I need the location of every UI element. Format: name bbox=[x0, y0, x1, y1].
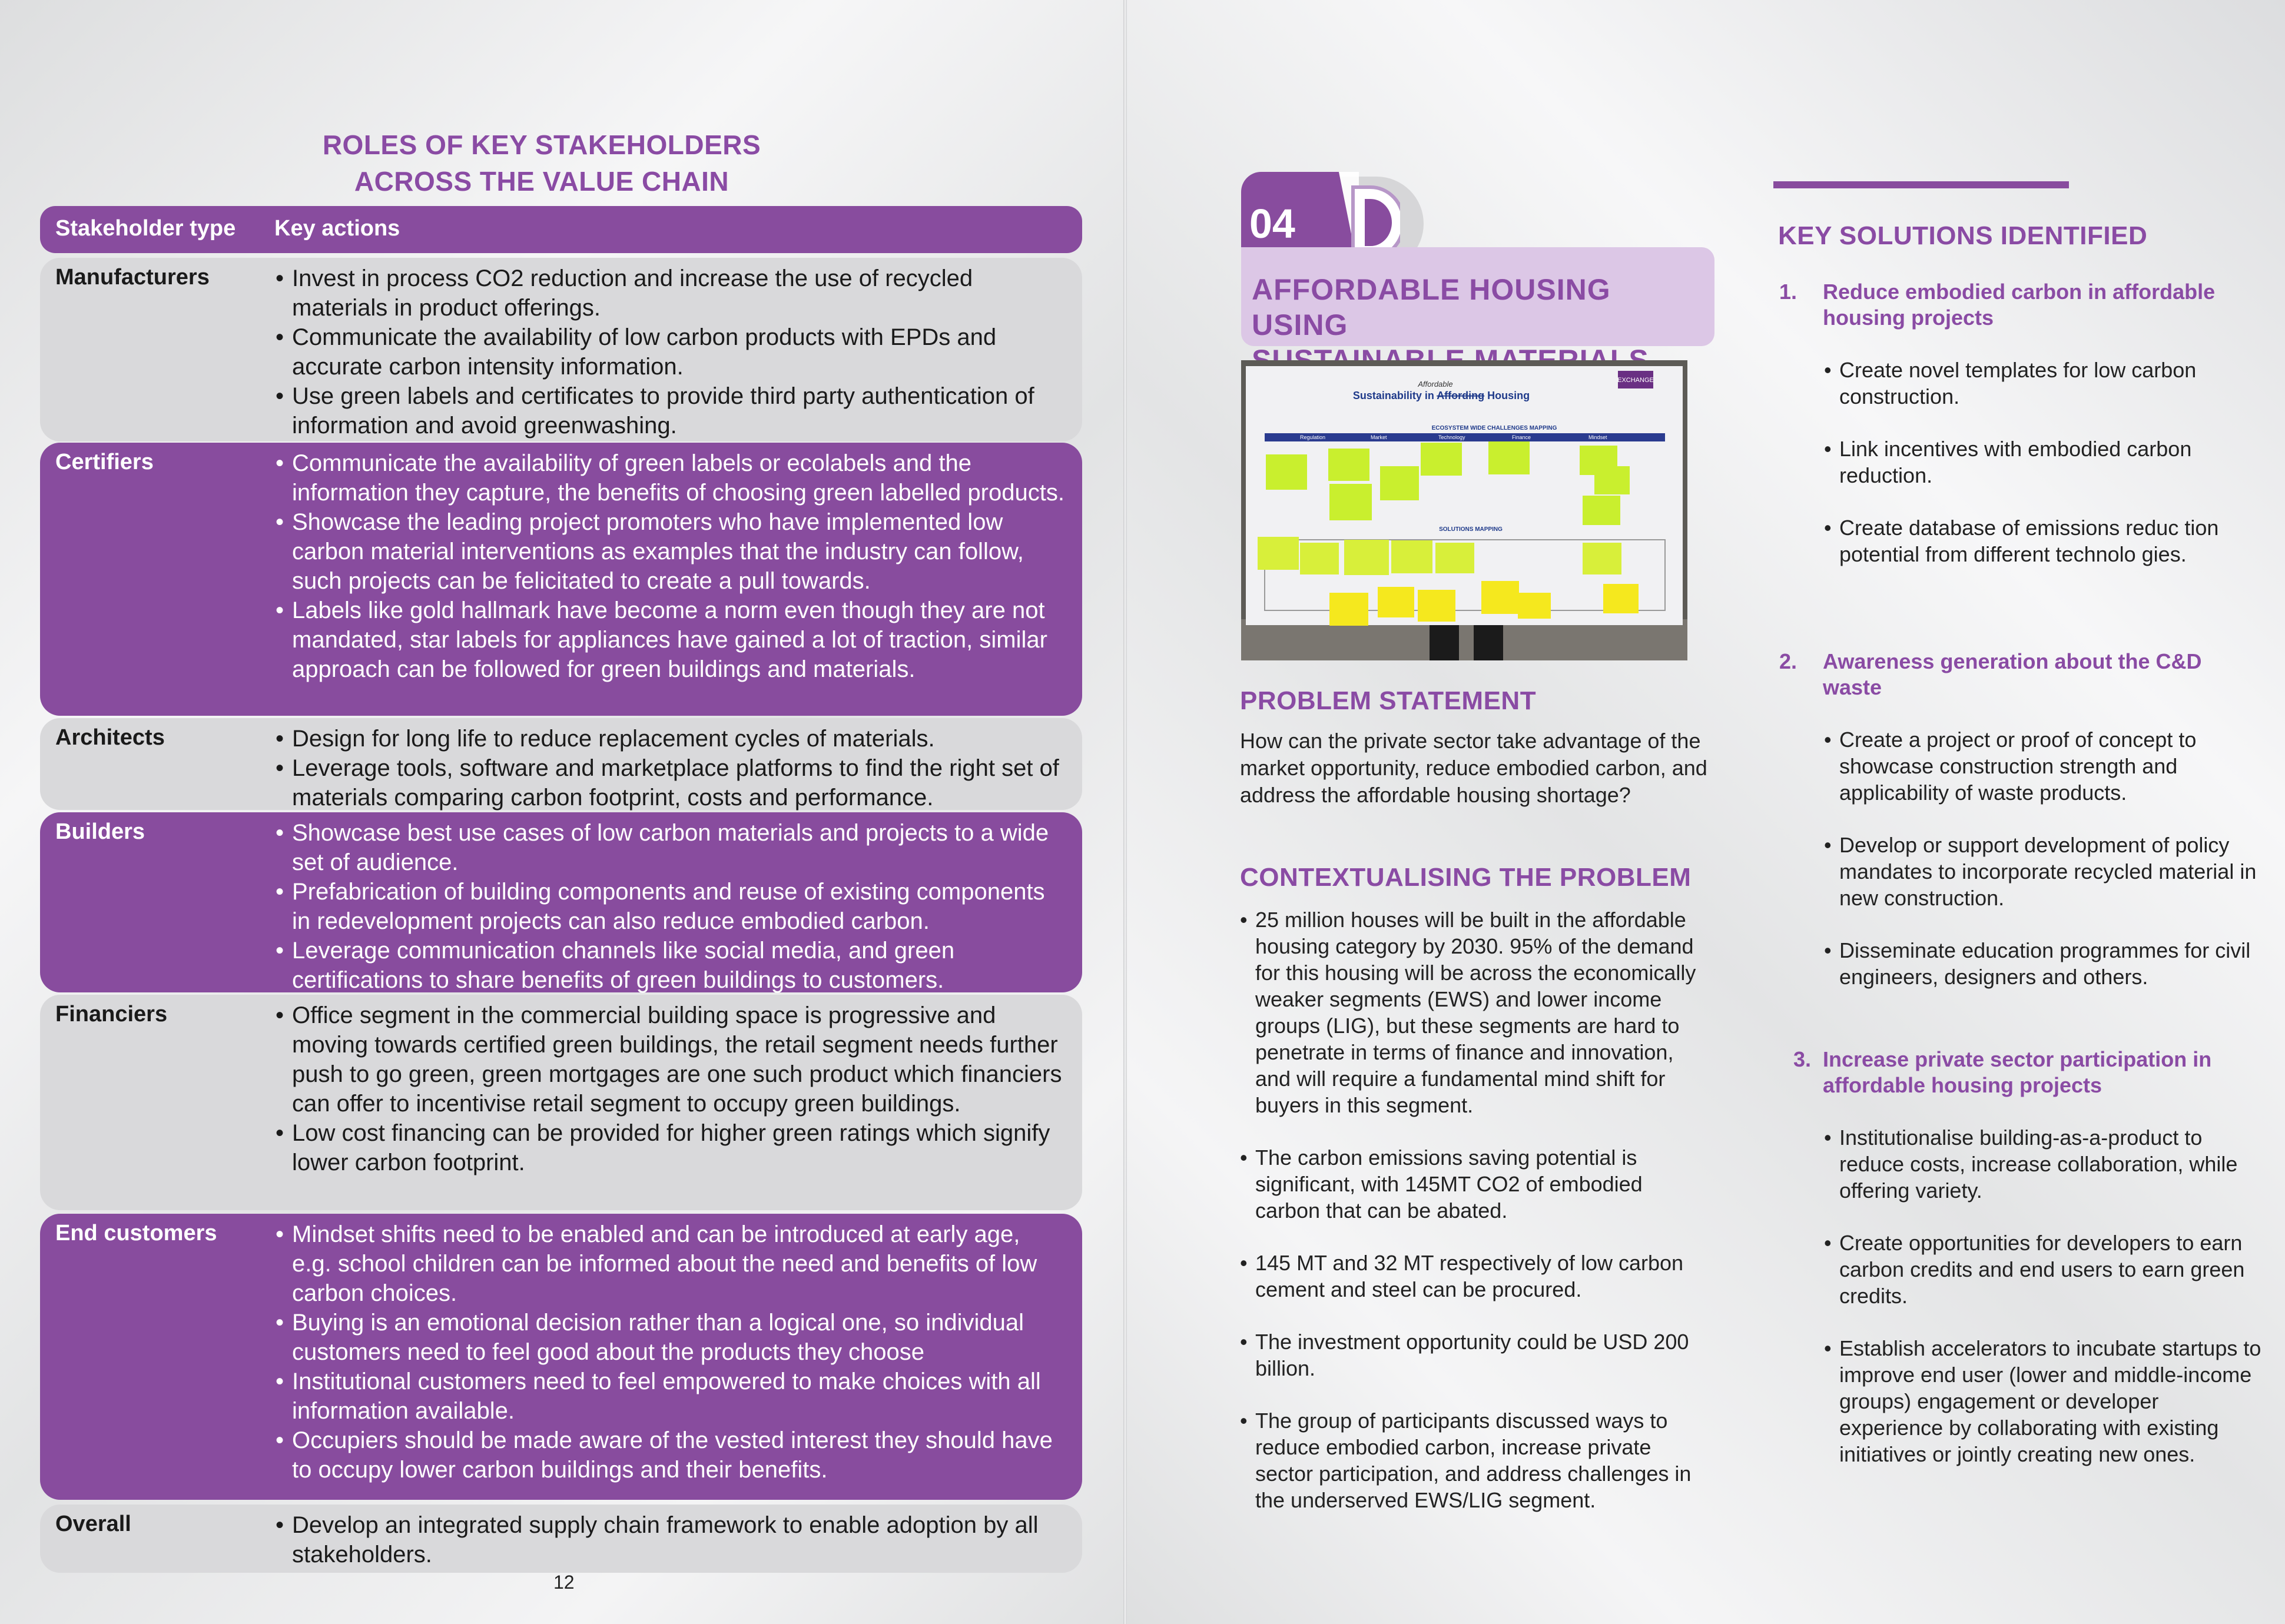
action-item: • Design for long life to reduce replacement cycles of materials. bbox=[271, 724, 1066, 753]
action-item: • Buying is an emotional decision rather than a logical one, so individual customers need to feel good about the products they choose bbox=[271, 1308, 1066, 1367]
stakeholder-type: Manufacturers bbox=[55, 265, 210, 290]
action-item: • Labels like gold hallmark have become a norm even though they are not mandated, star labels for appliances have gained a lot of traction, similar approach can be followed for green buildings and materials. bbox=[271, 596, 1066, 684]
board-column-label: Market bbox=[1371, 434, 1387, 440]
solution-title bbox=[1779, 279, 2262, 331]
context-item: • The carbon emissions saving potential is significant, with 145MT CO2 of embodied carbon that can be abated. bbox=[1240, 1144, 1711, 1224]
solution-item: • Develop or support development of policy mandates to incorporate recycled material in new construction. bbox=[1824, 832, 2262, 911]
board-logo: EXCHANGE bbox=[1617, 377, 1654, 384]
solution-title-text: Increase private sector participation in affordable housing projects bbox=[1823, 1047, 2212, 1097]
context-item: • 25 million houses will be built in the affordable housing category by 2030. 95% of the demand for this housing will be across the economically weaker segments (EWS) and lower income groups (LIG), but these segments are hard to penetrate in terms of finance and innovation, and will require a fundamental mind shift for buyers in this segment. bbox=[1240, 906, 1711, 1118]
stakeholder-type: Financiers bbox=[55, 1002, 168, 1027]
action-item: • Low cost financing can be provided for higher green ratings which signify lower carbon footprint. bbox=[271, 1118, 1066, 1177]
solution-item: • Create opportunities for developers to earn carbon credits and end users to earn green credits. bbox=[1824, 1230, 2262, 1309]
solution-item: • Create novel templates for low carbon construction. bbox=[1824, 357, 2262, 410]
action-item: • Develop an integrated supply chain framework to enable adoption by all stakeholders. bbox=[271, 1510, 1066, 1569]
solution-title bbox=[1779, 1047, 2262, 1098]
stakeholder-type: Certifiers bbox=[55, 450, 154, 474]
solution-item: • Establish accelerators to incubate startups to improve end user (lower and middle-income groups) engagement or developer experience by collaborating with existing initiatives or jointly creating new ones. bbox=[1824, 1335, 2262, 1467]
solution-item: • Create database of emissions reduc tion potential from different technolo gies. bbox=[1824, 514, 2262, 567]
header-stakeholder-type: Stakeholder type bbox=[55, 216, 236, 241]
action-item: • Communicate the availability of green labels or ecolabels and the information they capture, the benefits of choosing green labelled products. bbox=[271, 449, 1066, 507]
stakeholder-type: Builders bbox=[55, 819, 145, 844]
solution-block bbox=[1779, 649, 2262, 1016]
stakeholder-type: Architects bbox=[55, 725, 165, 750]
solution-item: • Disseminate education programmes for civil engineers, designers and others. bbox=[1824, 937, 2262, 990]
action-item: • Leverage communication channels like social media, and green certifications to share benefits of green buildings to customers. bbox=[271, 936, 1066, 995]
solution-title-text: Reduce embodied carbon in affordable housing projects bbox=[1823, 280, 2216, 330]
action-item: • Showcase best use cases of low carbon materials and projects to a wide set of audience. bbox=[271, 818, 1066, 877]
solution-number: 1. bbox=[1779, 280, 1798, 304]
action-item: • Occupiers should be made aware of the vested interest they should have to occupy lower carbon buildings and their benefits. bbox=[271, 1426, 1066, 1484]
board-title: Sustainability in Affording Housing bbox=[1352, 390, 1530, 401]
solution-number: 2. bbox=[1779, 649, 1798, 673]
problem-text: How can the private sector take advantage of the market opportunity, reduce embodied carbon, and address the affordable housing shortage? bbox=[1240, 729, 1707, 807]
solution-block bbox=[1779, 1047, 2262, 1493]
action-item: • Communicate the availability of low carbon products with EPDs and accurate carbon intensity information. bbox=[271, 323, 1066, 381]
solution-item: • Institutionalise building-as-a-product to reduce costs, increase collaboration, while offering variety. bbox=[1824, 1124, 2262, 1204]
action-item: • Showcase the leading project promoters who have implemented low carbon material interventions as examples that the industry can follow, such projects can be felicitated to create a pull towards. bbox=[271, 507, 1066, 596]
board-inserted-word: Affordable bbox=[1418, 380, 1453, 388]
board-column-label: Finance bbox=[1512, 434, 1531, 440]
action-item: • Invest in process CO2 reduction and increase the use of recycled materials in product offerings. bbox=[271, 264, 1066, 323]
section-title-line-1: AFFORDABLE HOUSING USING bbox=[1252, 273, 1611, 341]
solution-list bbox=[1824, 726, 2262, 990]
context-item: • The investment opportunity could be USD 200 billion. bbox=[1240, 1329, 1711, 1381]
board-column-label: Regulation bbox=[1300, 434, 1326, 440]
board-column-label: Technology bbox=[1438, 434, 1465, 440]
solution-title-text: Awareness generation about the C&D waste bbox=[1823, 649, 2202, 699]
solution-number: 3. bbox=[1793, 1047, 1812, 1071]
action-item: • Prefabrication of building components and reuse of existing components in redevelopment projects can also reduce embodied carbon. bbox=[271, 877, 1066, 936]
stakeholder-type: Overall bbox=[55, 1512, 131, 1536]
context-list bbox=[1240, 906, 1711, 1539]
header-key-actions: Key actions bbox=[274, 216, 400, 241]
title-line-2: ACROSS THE VALUE CHAIN bbox=[354, 166, 729, 197]
whiteboard-illustration bbox=[1241, 360, 1687, 660]
page-number: 12 bbox=[553, 1572, 575, 1593]
solution-list bbox=[1824, 357, 2262, 567]
solutions-heading: KEY SOLUTIONS IDENTIFIED bbox=[1778, 221, 2148, 250]
title-line-1: ROLES OF KEY STAKEHOLDERS bbox=[322, 129, 761, 160]
solution-list bbox=[1824, 1124, 2262, 1467]
board-solutions-label: SOLUTIONS MAPPING bbox=[1439, 526, 1503, 533]
workshop-photo bbox=[1241, 360, 1687, 660]
action-item: • Leverage tools, software and marketplace platforms to find the right set of materials comparing carbon footprint, costs and performance. bbox=[271, 753, 1066, 812]
action-item: • Institutional customers need to feel empowered to make choices with all information available. bbox=[271, 1367, 1066, 1426]
solution-item: • Link incentives with embodied carbon reduction. bbox=[1824, 436, 2262, 489]
solution-item: • Create a project or proof of concept to showcase construction strength and applicability of waste products. bbox=[1824, 726, 2262, 806]
context-item: • The group of participants discussed ways to reduce embodied carbon, increase private sector participation, and address challenges in the underserved EWS/LIG segment. bbox=[1240, 1407, 1711, 1513]
board-column-label: Mindset bbox=[1588, 434, 1607, 440]
solution-title bbox=[1779, 649, 2262, 700]
accent-bar bbox=[1773, 181, 2069, 188]
problem-heading: PROBLEM STATEMENT bbox=[1240, 686, 1537, 715]
context-item: • 145 MT and 32 MT respectively of low carbon cement and steel can be procured. bbox=[1240, 1250, 1711, 1303]
stakeholder-type: End customers bbox=[55, 1221, 217, 1246]
solution-block bbox=[1779, 279, 2262, 593]
action-item: • Use green labels and certificates to provide third party authentication of information and avoid greenwashing. bbox=[271, 381, 1066, 440]
context-heading: CONTEXTUALISING THE PROBLEM bbox=[1240, 863, 1692, 892]
action-item: • Office segment in the commercial building space is progressive and moving towards certified green buildings, the retail segment needs further push to go green, green mortgages are one such product which financiers can offer to incentivise retail segment to occupy green buildings. bbox=[271, 1001, 1066, 1118]
section-number: 04 bbox=[1249, 201, 1295, 247]
board-ecosystem-label: ECOSYSTEM WIDE CHALLENGES MAPPING bbox=[1431, 425, 1557, 431]
action-item: • Mindset shifts need to be enabled and can be introduced at early age, e.g. school children can be informed about the need and benefits of low carbon choices. bbox=[271, 1220, 1066, 1308]
